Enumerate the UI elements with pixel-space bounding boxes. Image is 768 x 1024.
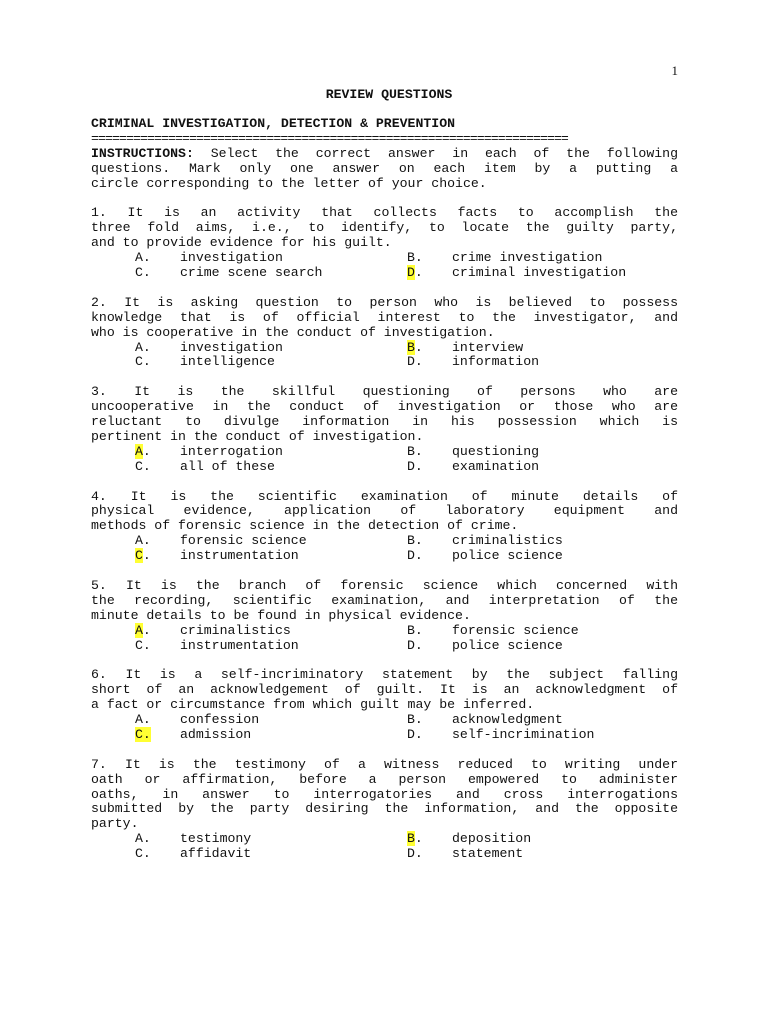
option-b [407, 341, 523, 356]
option-c [135, 355, 275, 370]
question-text-line: submitted by the party desiring the information, and the opposite [91, 801, 678, 817]
option-text: interrogation [180, 443, 283, 459]
option-letter: B. [407, 533, 423, 549]
option-letter: D. [407, 846, 423, 862]
option-letter: C. [135, 637, 151, 653]
option-letter-char: A [135, 831, 143, 847]
option-text: instrumentation [180, 548, 299, 564]
option-text: testimony [180, 831, 252, 847]
option-a [135, 832, 251, 847]
option-letter: B. [407, 250, 423, 266]
instructions-label: INSTRUCTIONS: [91, 145, 194, 161]
option-text: criminalistics [452, 533, 563, 549]
option-a [135, 445, 283, 460]
option-b [407, 251, 602, 266]
option-letter: A. [135, 712, 151, 728]
option-letter: D. [407, 726, 423, 742]
question-text-line: the recording, scientific examination, and interpretation of the [91, 592, 678, 608]
option-letter-char: D [407, 354, 415, 370]
option-letter-char: D [407, 637, 415, 653]
option-letter-char: D [407, 726, 415, 742]
question-text-line: a fact or circumstance from which guilt may be inferred. [91, 697, 535, 713]
option-a [135, 341, 283, 356]
question-5 [91, 579, 678, 654]
option-letter: C. [135, 846, 151, 862]
option-letter-char: B [407, 622, 415, 638]
answer-options [91, 832, 678, 862]
question-text-line: 3. It is the skillful questioning of persons who are [91, 384, 678, 400]
option-b [407, 832, 531, 847]
instructions-line: questions. Mark only one answer on each item by a putting a [91, 160, 678, 176]
answer-options [91, 624, 678, 654]
option-letter: D. [407, 265, 423, 281]
option-text: acknowledgment [452, 712, 563, 728]
question-text-line: who is cooperative in the conduct of investigation. [91, 324, 495, 340]
question-2 [91, 296, 678, 371]
option-d [407, 460, 539, 475]
question-text-line: short of an acknowledgement of guilt. It is an acknowledgment of [91, 682, 678, 698]
question-text-line: methods of forensic science in the detection of crime. [91, 518, 519, 534]
option-letter-char: C [135, 846, 143, 862]
option-letter: A. [135, 443, 151, 459]
option-d [407, 266, 626, 281]
option-text: instrumentation [180, 637, 299, 653]
instructions-text: Select the correct answer in each of the following [193, 145, 678, 161]
option-a [135, 713, 259, 728]
question-1 [91, 206, 678, 281]
option-d [407, 355, 539, 370]
instructions-line: circle corresponding to the letter of your choice. [91, 175, 487, 191]
question-4 [91, 490, 678, 565]
option-text: interview [452, 339, 524, 355]
option-text: admission [180, 726, 252, 742]
option-letter-char: B [407, 712, 415, 728]
option-letter: C. [135, 458, 151, 474]
option-letter-char: C [135, 458, 143, 474]
option-letter: B. [407, 443, 423, 459]
instructions-line [91, 147, 678, 162]
option-letter: D. [407, 354, 423, 370]
option-b [407, 624, 579, 639]
question-list [91, 206, 678, 862]
option-text: statement [452, 846, 524, 862]
option-c [135, 460, 275, 475]
separator-line: ==================================================================== [91, 131, 568, 146]
question-text-line: physical evidence, application of laboratory equipment and [91, 503, 678, 519]
answer-options [91, 251, 678, 281]
question-text-line: oath or affirmation, before a person empowered to administer [91, 771, 678, 787]
option-letter-char: A [135, 712, 143, 728]
option-a [135, 624, 291, 639]
option-text: confession [180, 712, 260, 728]
option-text: questioning [452, 443, 540, 459]
option-text: criminal investigation [452, 265, 627, 281]
option-c [135, 639, 299, 654]
option-d [407, 728, 594, 743]
question-text-line: minute details to be found in physical evidence. [91, 607, 471, 623]
option-letter-char: B [407, 533, 415, 549]
option-letter-char: A [135, 533, 143, 549]
option-letter-char: B [407, 339, 415, 355]
option-text: crime scene search [180, 265, 323, 281]
option-text: examination [452, 458, 540, 474]
question-text-line: 4. It is the scientific examination of minute details of [91, 488, 678, 504]
option-letter: C. [135, 354, 151, 370]
option-b [407, 713, 563, 728]
option-text: investigation [180, 339, 283, 355]
answer-options [91, 534, 678, 564]
option-letter-char: A [135, 622, 143, 638]
option-letter-char: C [135, 354, 143, 370]
option-a [135, 251, 283, 266]
option-text: forensic science [452, 622, 579, 638]
question-7 [91, 758, 678, 862]
question-text-line: three fold aims, i.e., to identify, to locate the guilty party, [91, 220, 678, 236]
answer-options [91, 445, 678, 475]
option-letter: B. [407, 339, 423, 355]
subject-heading: CRIMINAL INVESTIGATION, DETECTION & PREVENTION [91, 116, 456, 131]
option-letter: D. [407, 548, 423, 564]
instructions [91, 147, 678, 192]
option-c [135, 728, 251, 743]
question-text-line: and to provide evidence for his guilt. [91, 235, 392, 251]
question-text-line: 1. It is an activity that collects facts to accomplish the [91, 205, 678, 221]
question-text-line: oaths, in answer to interrogatories and cross interrogations [91, 786, 678, 802]
option-letter: A. [135, 831, 151, 847]
option-text: crime investigation [452, 250, 603, 266]
option-letter: A. [135, 622, 151, 638]
option-letter-char: A [135, 250, 143, 266]
page-number: 1 [671, 63, 678, 78]
option-b [407, 534, 563, 549]
option-d [407, 847, 523, 862]
option-letter-char: C [135, 548, 143, 564]
option-letter-char: D [407, 846, 415, 862]
option-text: investigation [180, 250, 283, 266]
question-text-line: pertinent in the conduct of investigation. [91, 428, 424, 444]
answer-options [91, 713, 678, 743]
option-text: information [452, 354, 540, 370]
option-text: intelligence [180, 354, 275, 370]
option-b [407, 445, 539, 460]
document-title: REVIEW QUESTIONS [325, 87, 453, 102]
option-letter-char: B [407, 831, 415, 847]
option-letter: A. [135, 339, 151, 355]
option-text: affidavit [180, 846, 252, 862]
option-letter-char: A [135, 339, 143, 355]
option-c [135, 266, 322, 281]
option-letter: B. [407, 622, 423, 638]
option-text: self-incrimination [452, 726, 595, 742]
option-letter-char: B [407, 443, 415, 459]
option-letter-char: B [407, 250, 415, 266]
question-text-line: reluctant to divulge information in his possession which is [91, 414, 678, 430]
option-text: criminalistics [180, 622, 291, 638]
document-body [91, 117, 678, 862]
option-text: forensic science [180, 533, 307, 549]
question-text-line: 7. It is the testimony of a witness reduced to writing under [91, 756, 678, 772]
option-letter: C. [135, 726, 151, 742]
answer-options [91, 341, 678, 371]
option-letter: A. [135, 533, 151, 549]
option-text: police science [452, 548, 563, 564]
question-text-line: knowledge that is of official interest to the investigator, and [91, 309, 678, 325]
option-a [135, 534, 307, 549]
option-letter: A. [135, 250, 151, 266]
option-c [135, 847, 251, 862]
option-c [135, 549, 299, 564]
option-letter: B. [407, 831, 423, 847]
option-letter-char: C [135, 726, 143, 742]
option-text: police science [452, 637, 563, 653]
question-text-line: 6. It is a self-incriminatory statement by the subject falling [91, 667, 678, 683]
option-letter: D. [407, 458, 423, 474]
question-text-line: 5. It is the branch of forensic science which concerned with [91, 577, 678, 593]
option-letter-char: C [135, 265, 143, 281]
option-text: deposition [452, 831, 532, 847]
option-letter-char: C [135, 637, 143, 653]
question-text-line: 2. It is asking question to person who is believed to possess [91, 294, 678, 310]
option-d [407, 639, 563, 654]
question-6 [91, 668, 678, 743]
question-3 [91, 385, 678, 474]
option-letter: C. [135, 548, 151, 564]
option-text: all of these [180, 458, 275, 474]
option-letter-char: D [407, 458, 415, 474]
option-letter: B. [407, 712, 423, 728]
option-letter: C. [135, 265, 151, 281]
option-d [407, 549, 563, 564]
option-letter: D. [407, 637, 423, 653]
question-text-line: uncooperative in the conduct of investigation or those who are [91, 399, 678, 415]
option-letter-char: D [407, 548, 415, 564]
option-letter-char: D [407, 265, 415, 281]
option-letter-char: A [135, 443, 143, 459]
question-text-line: party. [91, 816, 139, 832]
